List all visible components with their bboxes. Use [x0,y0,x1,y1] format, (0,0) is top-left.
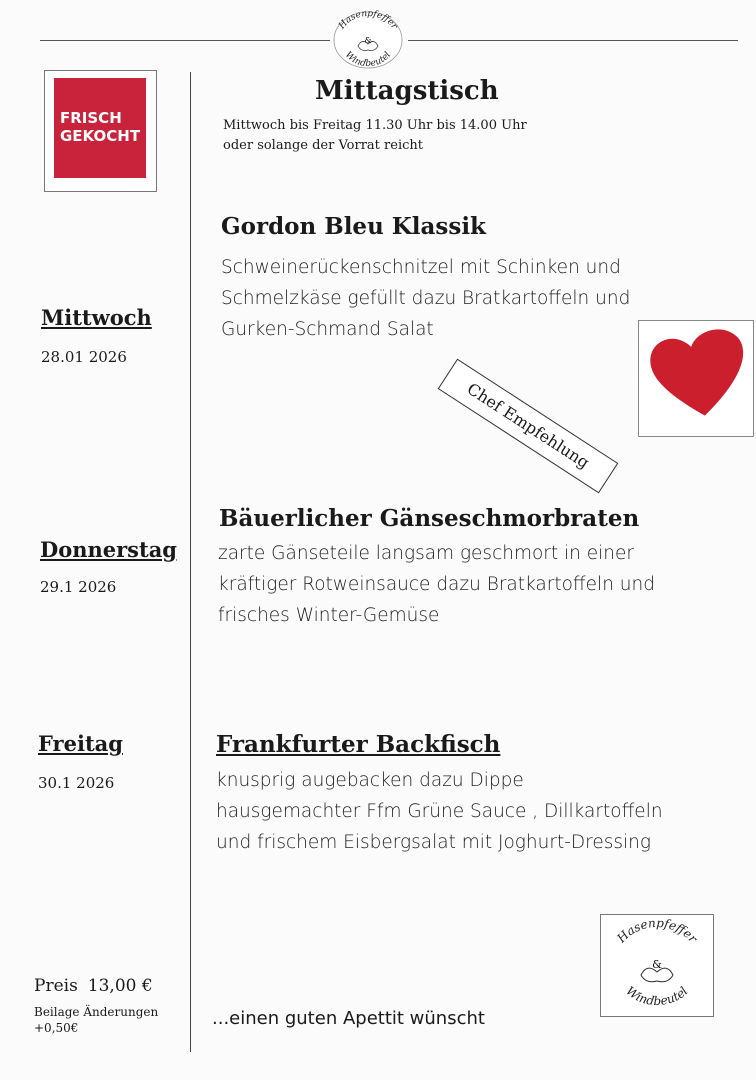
desc-line: kräftiger Rotweinsauce dazu Bratkartoffeln und [218,574,655,595]
badge-line1: FRISCH [60,109,122,127]
hasenpfeffer-logo-bottom [600,914,714,1017]
day-date: 28.01 2026 [41,348,127,366]
hours-line1: Mittwoch bis Freitag 11.30 Uhr bis 14.00 Uhr [223,118,527,133]
dish-description [216,765,663,858]
desc-line: knusprig augebacken dazu Dippe [216,770,524,791]
dish-description [218,538,655,631]
day-date: 30.1 2026 [38,774,115,792]
logo-amp: & [364,36,372,45]
heart-icon [645,324,753,424]
chef-recommendation-label: Chef Empfehlung [438,359,619,494]
top-rule-right [408,40,738,41]
desc-line: Schweinerückenschnitzel mit Schinken und [221,257,621,278]
day-label: Mittwoch [41,305,152,330]
side-change-price: +0,50€ [34,1021,79,1035]
day-label: Freitag [38,731,123,756]
frisch-gekocht-badge [54,78,146,178]
dish-title: Bäuerlicher Gänseschmorbraten [219,505,640,532]
page-title: Mittagstisch [315,76,499,106]
logo-text-top: Hasenpfeffer [337,10,399,32]
closing-greeting: ...einen guten Apettit wünscht [212,1008,485,1029]
desc-line: und frischem Eisbergsalat mit Joghurt-Dressing [216,832,651,853]
hasenpfeffer-logo [332,10,404,70]
dish-description [221,252,630,345]
price-value: 13,00 € [87,976,153,996]
svg-text:Hasenpfeffer [614,916,701,946]
desc-line: hausgemachter Ffm Grüne Sauce , Dillkartoffeln [216,801,663,822]
desc-line: frisches Winter-Gemüse [218,605,440,626]
desc-line: zarte Gänseteile langsam geschmort in einer [218,543,635,564]
side-change-note [34,1004,158,1036]
column-divider [190,72,191,1052]
day-label: Donnerstag [40,537,177,562]
opening-hours [223,116,527,156]
dish-title: Gordon Bleu Klassik [221,213,486,240]
logo-text-bottom: Windbeutel [342,50,394,70]
svg-text:Windbeutel [623,984,690,1008]
hours-line2: oder solange der Vorrat reicht [223,138,423,153]
day-date: 29.1 2026 [40,578,117,596]
side-change-text: Beilage Änderungen [34,1005,159,1019]
price [34,976,153,996]
logo-text-bottom: Windbeutel [623,983,691,1009]
badge-line2: GEKOCHT [60,127,141,145]
price-label: Preis [34,976,78,996]
dish-title: Frankfurter Backfisch [216,731,501,758]
logo-text-top: Hasenpfeffer [614,915,700,946]
desc-line: Schmelzkäse gefüllt dazu Bratkartoffeln und [221,288,631,309]
top-rule-left [40,40,330,41]
desc-line: Gurken-Schmand Salat [221,319,434,340]
logo-amp: & [652,958,662,971]
